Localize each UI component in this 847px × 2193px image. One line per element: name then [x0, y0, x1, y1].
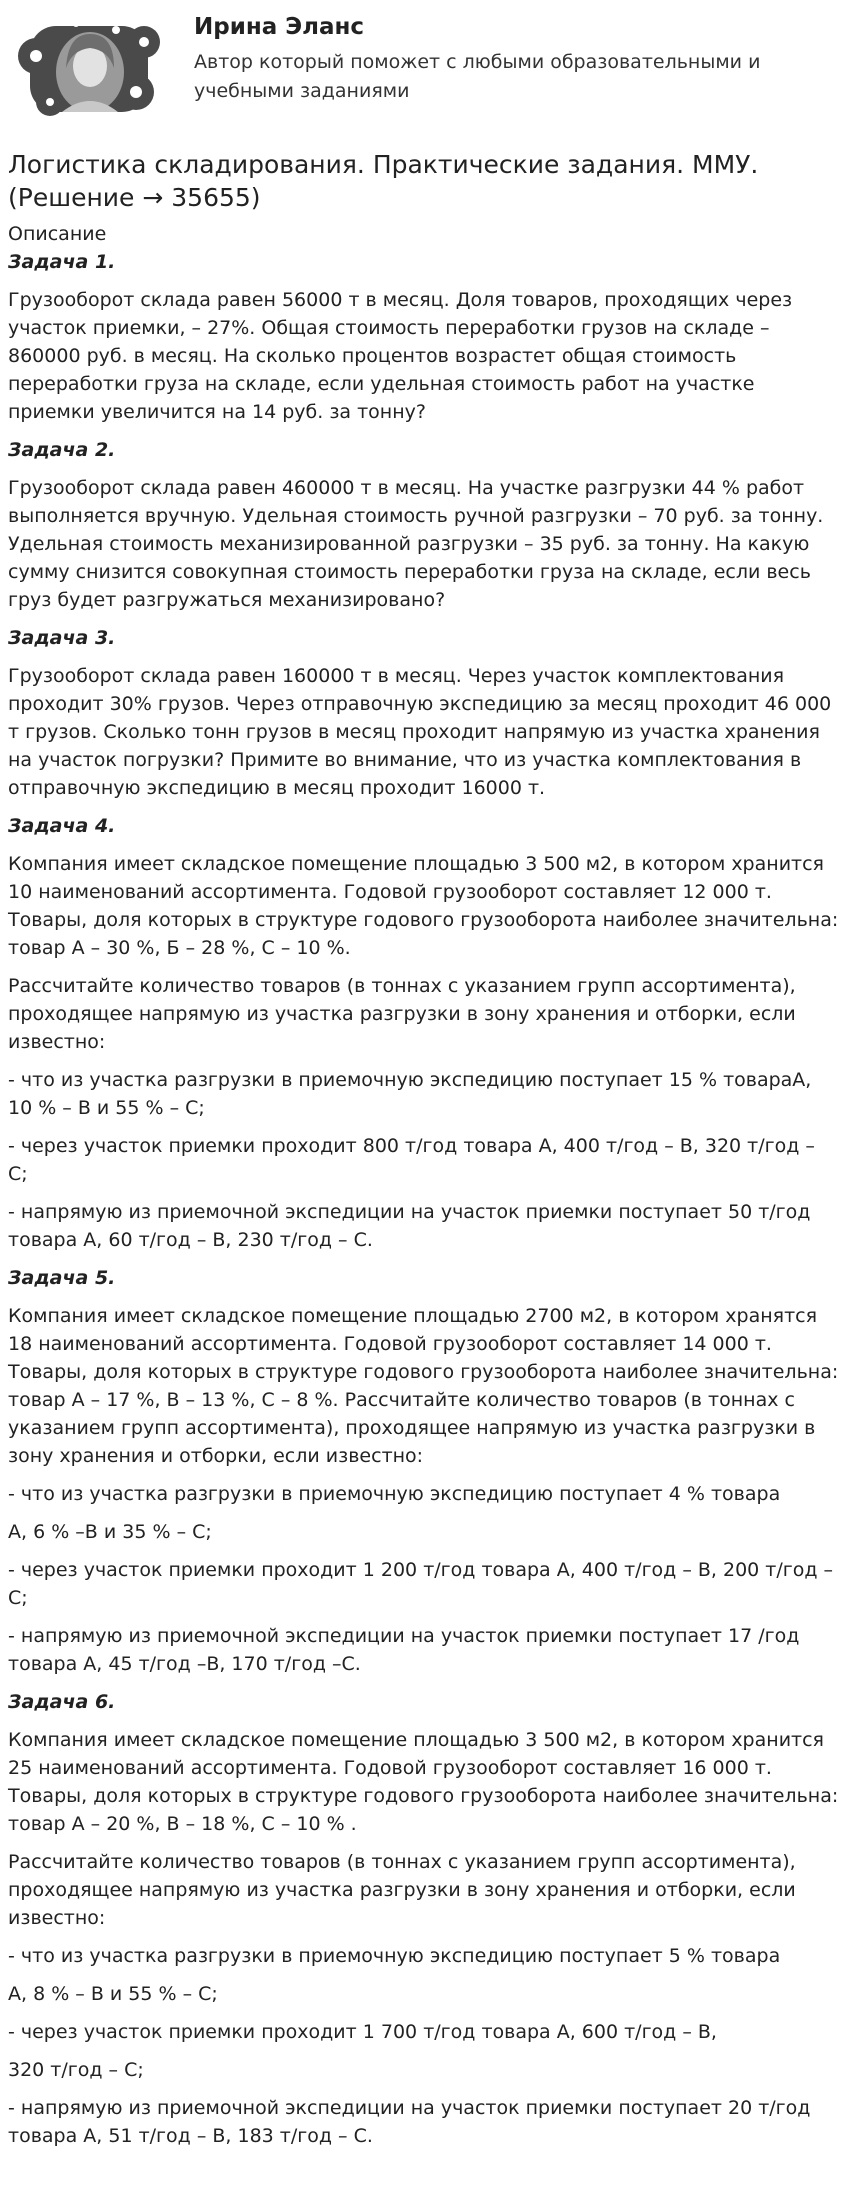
task-2	[8, 436, 839, 614]
task-paragraph: Грузооборот склада равен 160000 т в месяц. Через участок комплектования проходит 30% грузов. Через отправочную экспедицию за месяц проходит 46 000 т грузов. Сколько тонн грузов в месяц проходит напрямую из участка хранения на участок погрузки? Примите во внимание, что из участка комплектования в отправочную экспедицию в месяц проходит 16000 т.	[8, 665, 832, 799]
author-name[interactable]: Ирина Эланс	[194, 14, 365, 40]
task-paragraph: Компания имеет складское помещение площадью 3 500 м2, в котором хранится 25 наименований ассортимента. Годовой грузооборот составляет 16 000 т. Товары, доля которых в структуре годового грузооборота наиболее значительна: товар А – 20 %, В – 18 %, С – 10 % .	[8, 1729, 839, 1835]
task-1	[8, 248, 839, 426]
author-description: Автор который поможет с любыми образовательными и учебными заданиями	[194, 51, 761, 102]
task-paragraph: Грузооборот склада равен 56000 т в месяц. Доля товаров, проходящих через участок приемки, – 27%. Общая стоимость переработки грузов на складе – 860000 руб. в месяц. На сколько процентов возрастет общая стоимость переработки груза на складе, если удельная стоимость работ на участке приемки увеличится на 14 руб. за тонну?	[8, 289, 793, 423]
author-card	[8, 0, 839, 132]
task-heading: Задача 4.	[8, 815, 116, 837]
task-heading: Задача 5.	[8, 1267, 116, 1289]
task-condition: - через участок приемки проходит 800 т/год товара А, 400 т/год – В, 320 т/год – С;	[8, 1135, 815, 1185]
task-condition: А, 8 % – В и 55 % – С;	[8, 1983, 218, 2005]
task-paragraph: Рассчитайте количество товаров (в тоннах с указанием групп ассортимента), проходящее напрямую из участка разгрузки в зону хранения и отборки, если известно:	[8, 1851, 796, 1929]
task-paragraph: Грузооборот склада равен 460000 т в месяц. На участке разгрузки 44 % работ выполняется вручную. Удельная стоимость ручной разгрузки – 70 руб. за тонну. Удельная стоимость механизированной разгрузки – 35 руб. за тонну. На какую сумму снизится совокупная стоимость переработки груза на складе, если весь груз будет разгружаться механизировано?	[8, 477, 824, 611]
task-condition: А, 6 % –В и 35 % – С;	[8, 1521, 212, 1543]
task-heading: Задача 3.	[8, 627, 116, 649]
task-condition: - через участок приемки проходит 1 200 т/год товара А, 400 т/год – В, 200 т/год – С;	[8, 1559, 834, 1609]
task-paragraph: Компания имеет складское помещение площадью 2700 м2, в котором хранятся 18 наименований ассортимента. Годовой грузооборот составляет 14 000 т. Товары, доля которых в структуре годового грузооборота наиболее значительна: товар А – 17 %, В – 13 %, С – 8 %. Рассчитайте количество товаров (в тоннах с указанием групп ассортимента), проходящее напрямую из участка разгрузки в зону хранения и отборки, если известно:	[8, 1305, 839, 1467]
task-condition: - напрямую из приемочной экспедиции на участок приемки поступает 20 т/год товара А, 51 т/год – В, 183 т/год – С.	[8, 2097, 811, 2147]
description-label: Описание	[8, 223, 107, 245]
task-4	[8, 812, 839, 1254]
task-5	[8, 1264, 839, 1678]
task-paragraph: Компания имеет складское помещение площадью 3 500 м2, в котором хранится 10 наименований ассортимента. Годовой грузооборот составляет 12 000 т. Товары, доля которых в структуре годового грузооборота наиболее значительна: товар А – 30 %, Б – 28 %, С – 10 %.	[8, 853, 839, 959]
task-heading: Задача 6.	[8, 1691, 116, 1713]
task-condition: - через участок приемки проходит 1 700 т/год товара А, 600 т/год – В,	[8, 2021, 717, 2043]
task-heading: Задача 2.	[8, 439, 116, 461]
page-title: Логистика складирования. Практические задания. ММУ. (Решение → 35655)	[8, 150, 759, 212]
task-condition: - что из участка разгрузки в приемочную экспедицию поступает 4 % товара	[8, 1483, 781, 1505]
task-heading: Задача 1.	[8, 251, 116, 273]
task-6	[8, 1688, 839, 2150]
author-avatar[interactable]	[16, 6, 162, 126]
task-paragraph: Рассчитайте количество товаров (в тоннах с указанием групп ассортимента), проходящее напрямую из участка разгрузки в зону хранения и отборки, если известно:	[8, 975, 796, 1053]
task-condition: - что из участка разгрузки в приемочную экспедицию поступает 5 % товара	[8, 1945, 781, 1967]
task-condition: - напрямую из приемочной экспедиции на участок приемки поступает 50 т/год товара А, 60 т/год – В, 230 т/год – С.	[8, 1201, 811, 1251]
task-3	[8, 624, 839, 802]
task-condition: - что из участка разгрузки в приемочную экспедицию поступает 15 % товараА, 10 % – В и 55 % – С;	[8, 1069, 812, 1119]
task-condition: - напрямую из приемочной экспедиции на участок приемки поступает 17 /год товара А, 45 т/год –В, 170 т/год –С.	[8, 1625, 800, 1675]
task-condition: 320 т/год – С;	[8, 2059, 144, 2081]
